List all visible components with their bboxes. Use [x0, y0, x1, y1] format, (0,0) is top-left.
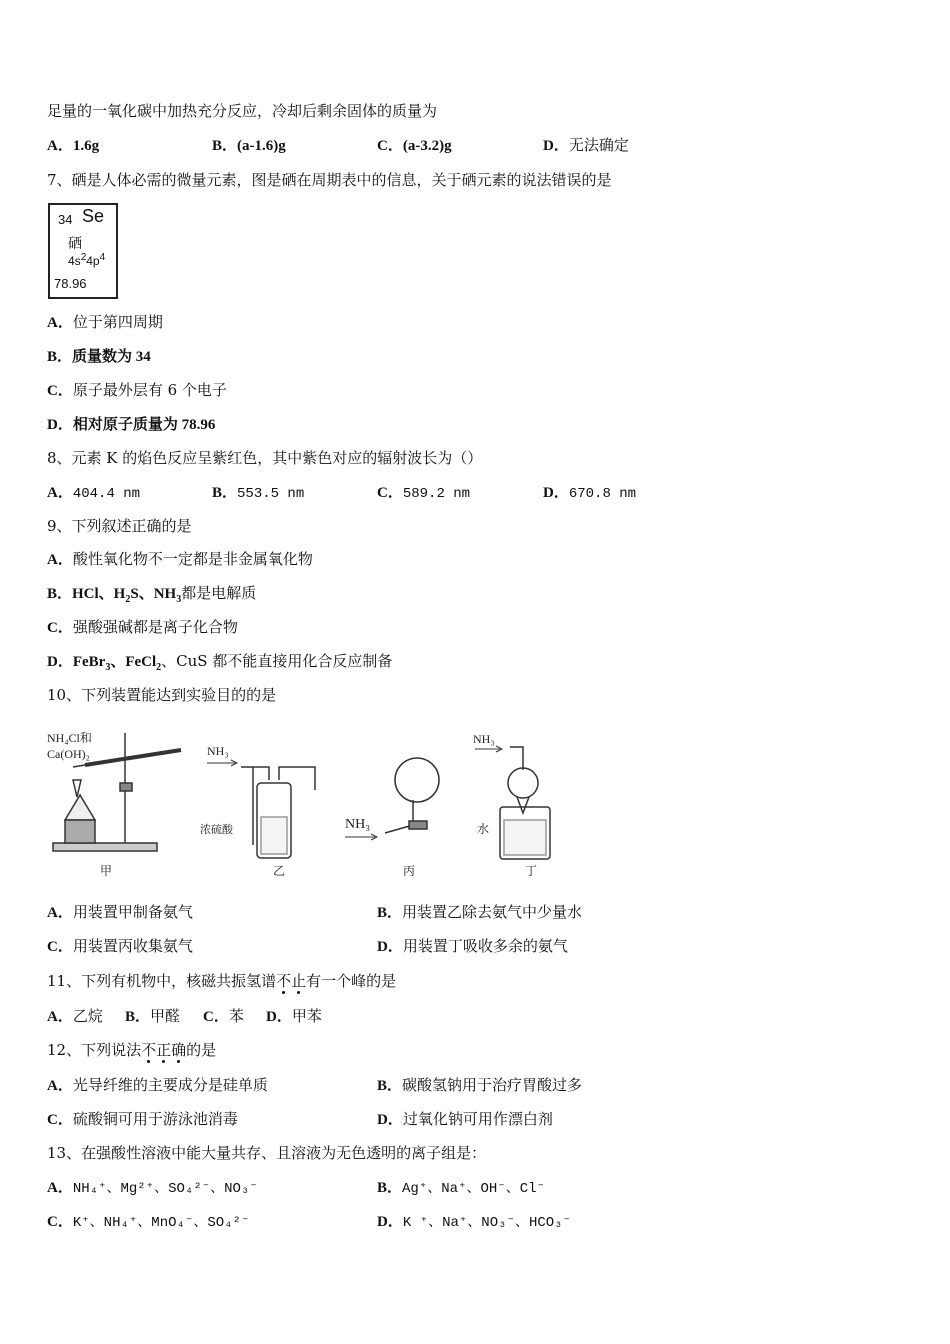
- q7-option-a[interactable]: A．位于第四周期: [47, 313, 163, 331]
- apparatus-bing: [345, 758, 439, 878]
- q9-stem: 9、下列叙述正确的是: [47, 517, 192, 535]
- q9-option-c[interactable]: C．强酸强碱都是离子化合物: [47, 618, 238, 636]
- q12-stem: 12、下列说法不正确的是: [47, 1041, 217, 1059]
- svg-text:丙: 丙: [403, 864, 416, 878]
- q11-stem: 11、下列有机物中，核磁共振氢谱不止有一个峰的是: [47, 972, 397, 990]
- q7-option-c[interactable]: C．原子最外层有 6 个电子: [47, 381, 227, 399]
- svg-text:浓硫酸: 浓硫酸: [200, 824, 233, 836]
- q6-option-c[interactable]: C．(a-3.2)g: [377, 138, 452, 154]
- q9-option-d[interactable]: D．FeBr$_3$、FeCl$_2$、CuS 都不能直接用化合反应制备: [47, 652, 393, 673]
- q12-option-c[interactable]: C．硫酸铜可用于游泳池消毒: [47, 1110, 238, 1128]
- q10-option-b[interactable]: B．用装置乙除去氨气中少量水: [377, 903, 583, 921]
- apparatus-figure: [45, 725, 605, 885]
- q6-option-b[interactable]: B．(a-1.6)g: [212, 138, 286, 154]
- q13-stem: 13、在强酸性溶液中能大量共存、且溶液为无色透明的离子组是：: [47, 1144, 487, 1162]
- element-symbol: Se: [82, 206, 105, 226]
- q12-option-a[interactable]: A．光导纤维的主要成分是硅单质: [47, 1076, 268, 1094]
- q6-stem: 足量的一氧化碳中加热充分反应，冷却后剩余固体的质量为: [47, 102, 438, 120]
- selenium-element-card: [48, 203, 118, 299]
- q10-option-c[interactable]: C．用装置丙收集氨气: [47, 937, 193, 955]
- apparatus-jia: [47, 731, 181, 878]
- q7-stem: 7、硒是人体必需的微量元素，图是硒在周期表中的信息，关于硒元素的说法错误的是: [47, 171, 612, 189]
- q9-option-a[interactable]: A．酸性氧化物不一定都是非金属氧化物: [47, 550, 313, 568]
- apparatus-yi: [200, 744, 315, 878]
- svg-text:丁: 丁: [525, 864, 538, 878]
- svg-text:水: 水: [477, 822, 490, 836]
- svg-text:NH₃: NH₃: [207, 744, 229, 758]
- q12-option-b[interactable]: B．碳酸氢钠用于治疗胃酸过多: [377, 1076, 583, 1094]
- q8-stem: 8、元素 K 的焰色反应呈紫红色，其中紫色对应的辐射波长为（）: [47, 449, 483, 467]
- q10-stem: 10、下列装置能达到实验目的的是: [47, 686, 277, 704]
- q10-option-a[interactable]: A．用装置甲制备氨气: [47, 903, 193, 921]
- q11-option-c[interactable]: C．苯: [203, 1007, 244, 1025]
- q8-option-d[interactable]: D．670.8 nm: [543, 485, 637, 502]
- q7-option-b[interactable]: B．质量数为 34: [47, 349, 151, 365]
- q13-option-c[interactable]: C．K⁺、NH₄⁺、MnO₄⁻、SO₄²⁻: [47, 1214, 250, 1231]
- q13-option-d[interactable]: D．K ⁺、Na⁺、NO₃⁻、HCO₃⁻: [377, 1214, 571, 1231]
- svg-text:NH₃: NH₃: [345, 817, 371, 832]
- q8-option-b[interactable]: B．553.5 nm: [212, 485, 305, 502]
- electron-config: $4s^24p^4$: [68, 252, 106, 268]
- q11-option-a[interactable]: A．乙烷: [47, 1007, 103, 1025]
- q8-option-a[interactable]: A．404.4 nm: [47, 485, 141, 502]
- svg-text:甲: 甲: [100, 864, 113, 878]
- atomic-mass: 78.96: [54, 276, 87, 291]
- q6-option-d[interactable]: D．无法确定: [543, 136, 629, 154]
- svg-text:NH₄Cl和: NH₄Cl和: [47, 731, 92, 745]
- svg-text:乙: 乙: [273, 864, 286, 878]
- apparatus-ding: [473, 732, 550, 878]
- element-name: 硒: [68, 236, 82, 252]
- svg-text:Ca(OH)₂: Ca(OH)₂: [47, 747, 90, 761]
- q13-option-a[interactable]: A．NH₄⁺、Mg²⁺、SO₄²⁻、NO₃⁻: [47, 1180, 258, 1197]
- q12-option-d[interactable]: D．过氧化钠可用作漂白剂: [377, 1110, 553, 1128]
- q7-option-d[interactable]: D．相对原子质量为 78.96: [47, 417, 216, 433]
- q8-option-c[interactable]: C．589.2 nm: [377, 485, 471, 502]
- q11-option-b[interactable]: B．甲醛: [125, 1007, 181, 1025]
- q6-option-a[interactable]: A．1.6g: [47, 138, 100, 154]
- q11-option-d[interactable]: D．甲苯: [266, 1007, 322, 1025]
- atomic-number: 34: [58, 212, 73, 227]
- q13-option-b[interactable]: B．Ag⁺、Na⁺、OH⁻、Cl⁻: [377, 1180, 545, 1197]
- q10-option-d[interactable]: D．用装置丁吸收多余的氨气: [377, 937, 568, 955]
- q9-option-b[interactable]: B．HCl、$H_2S$、$NH_3$都是电解质: [47, 584, 257, 605]
- svg-text:NH₃: NH₃: [473, 732, 495, 746]
